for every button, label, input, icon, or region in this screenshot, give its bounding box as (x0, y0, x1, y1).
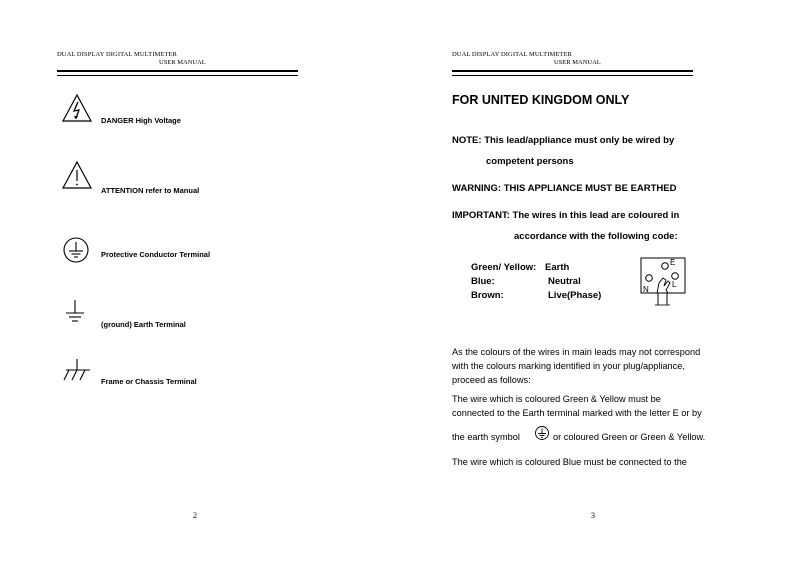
para2-line-3-start: the earth symbol (452, 432, 520, 442)
wire-color-brown: Brown: (471, 290, 504, 301)
symbol-label-attention: ATTENTION refer to Manual (101, 186, 200, 195)
page-number: 3 (591, 511, 595, 520)
chassis-terminal-icon (61, 358, 93, 384)
header-title: DUAL DISPLAY DIGITAL MULTIMETER (452, 51, 572, 58)
header-subtitle: USER MANUAL (554, 59, 601, 66)
wire-role-live: Live(Phase) (548, 290, 602, 301)
header-subtitle: USER MANUAL (159, 59, 206, 66)
header-rule (452, 70, 693, 72)
left-page (0, 0, 396, 561)
para2-line-3-end: or coloured Green or Green & Yellow. (553, 432, 706, 442)
wire-color-green-yellow: Green/ Yellow: (471, 262, 537, 273)
symbol-label-earth: (ground) Earth Terminal (101, 320, 186, 329)
header-rule-thin (452, 75, 693, 76)
earth-ground-icon (64, 299, 86, 325)
para1-line-1: As the colours of the wires in main leads may not correspond (452, 347, 701, 357)
uk-plug-wiring-diagram (640, 256, 688, 306)
important-line-1: IMPORTANT: The wires in this lead are coloured in (452, 210, 680, 221)
wire-color-blue: Blue: (471, 276, 495, 287)
wire-role-neutral: Neutral (548, 276, 581, 287)
page-heading: FOR UNITED KINGDOM ONLY (452, 93, 630, 107)
attention-warning-icon (61, 160, 93, 190)
page-number: 2 (193, 511, 197, 520)
header-rule-thin (57, 75, 298, 76)
symbol-label-protective: Protective Conductor Terminal (101, 250, 211, 259)
symbol-label-danger: DANGER High Voltage (101, 116, 181, 125)
para2-line-2: connected to the Earth terminal marked with the letter E or by (452, 408, 702, 418)
para3-line-1: The wire which is coloured Blue must be connected to the (452, 457, 687, 467)
earth-symbol-inline-icon (534, 425, 550, 441)
warning-text: WARNING: THIS APPLIANCE MUST BE EARTHED (452, 183, 677, 194)
important-line-2: accordance with the following code: (514, 231, 678, 242)
symbol-label-chassis: Frame or Chassis Terminal (101, 377, 197, 386)
header-title: DUAL DISPLAY DIGITAL MULTIMETER (57, 51, 177, 58)
plug-label-live: L (672, 280, 677, 289)
high-voltage-warning-icon (61, 93, 93, 123)
note-line-1: NOTE: This lead/appliance must only be wired by (452, 135, 675, 146)
plug-label-neutral: N (643, 285, 649, 294)
plug-label-earth: E (670, 258, 676, 267)
protective-conductor-icon (62, 236, 90, 264)
wire-role-earth: Earth (545, 262, 570, 273)
note-line-2: competent persons (486, 156, 574, 167)
para2-line-1: The wire which is coloured Green & Yellow must be (452, 394, 661, 404)
para1-line-3: proceed as follows: (452, 375, 531, 385)
para1-line-2: with the colours marking identified in your plug/appliance, (452, 361, 685, 371)
right-page (397, 0, 793, 561)
header-rule (57, 70, 298, 72)
